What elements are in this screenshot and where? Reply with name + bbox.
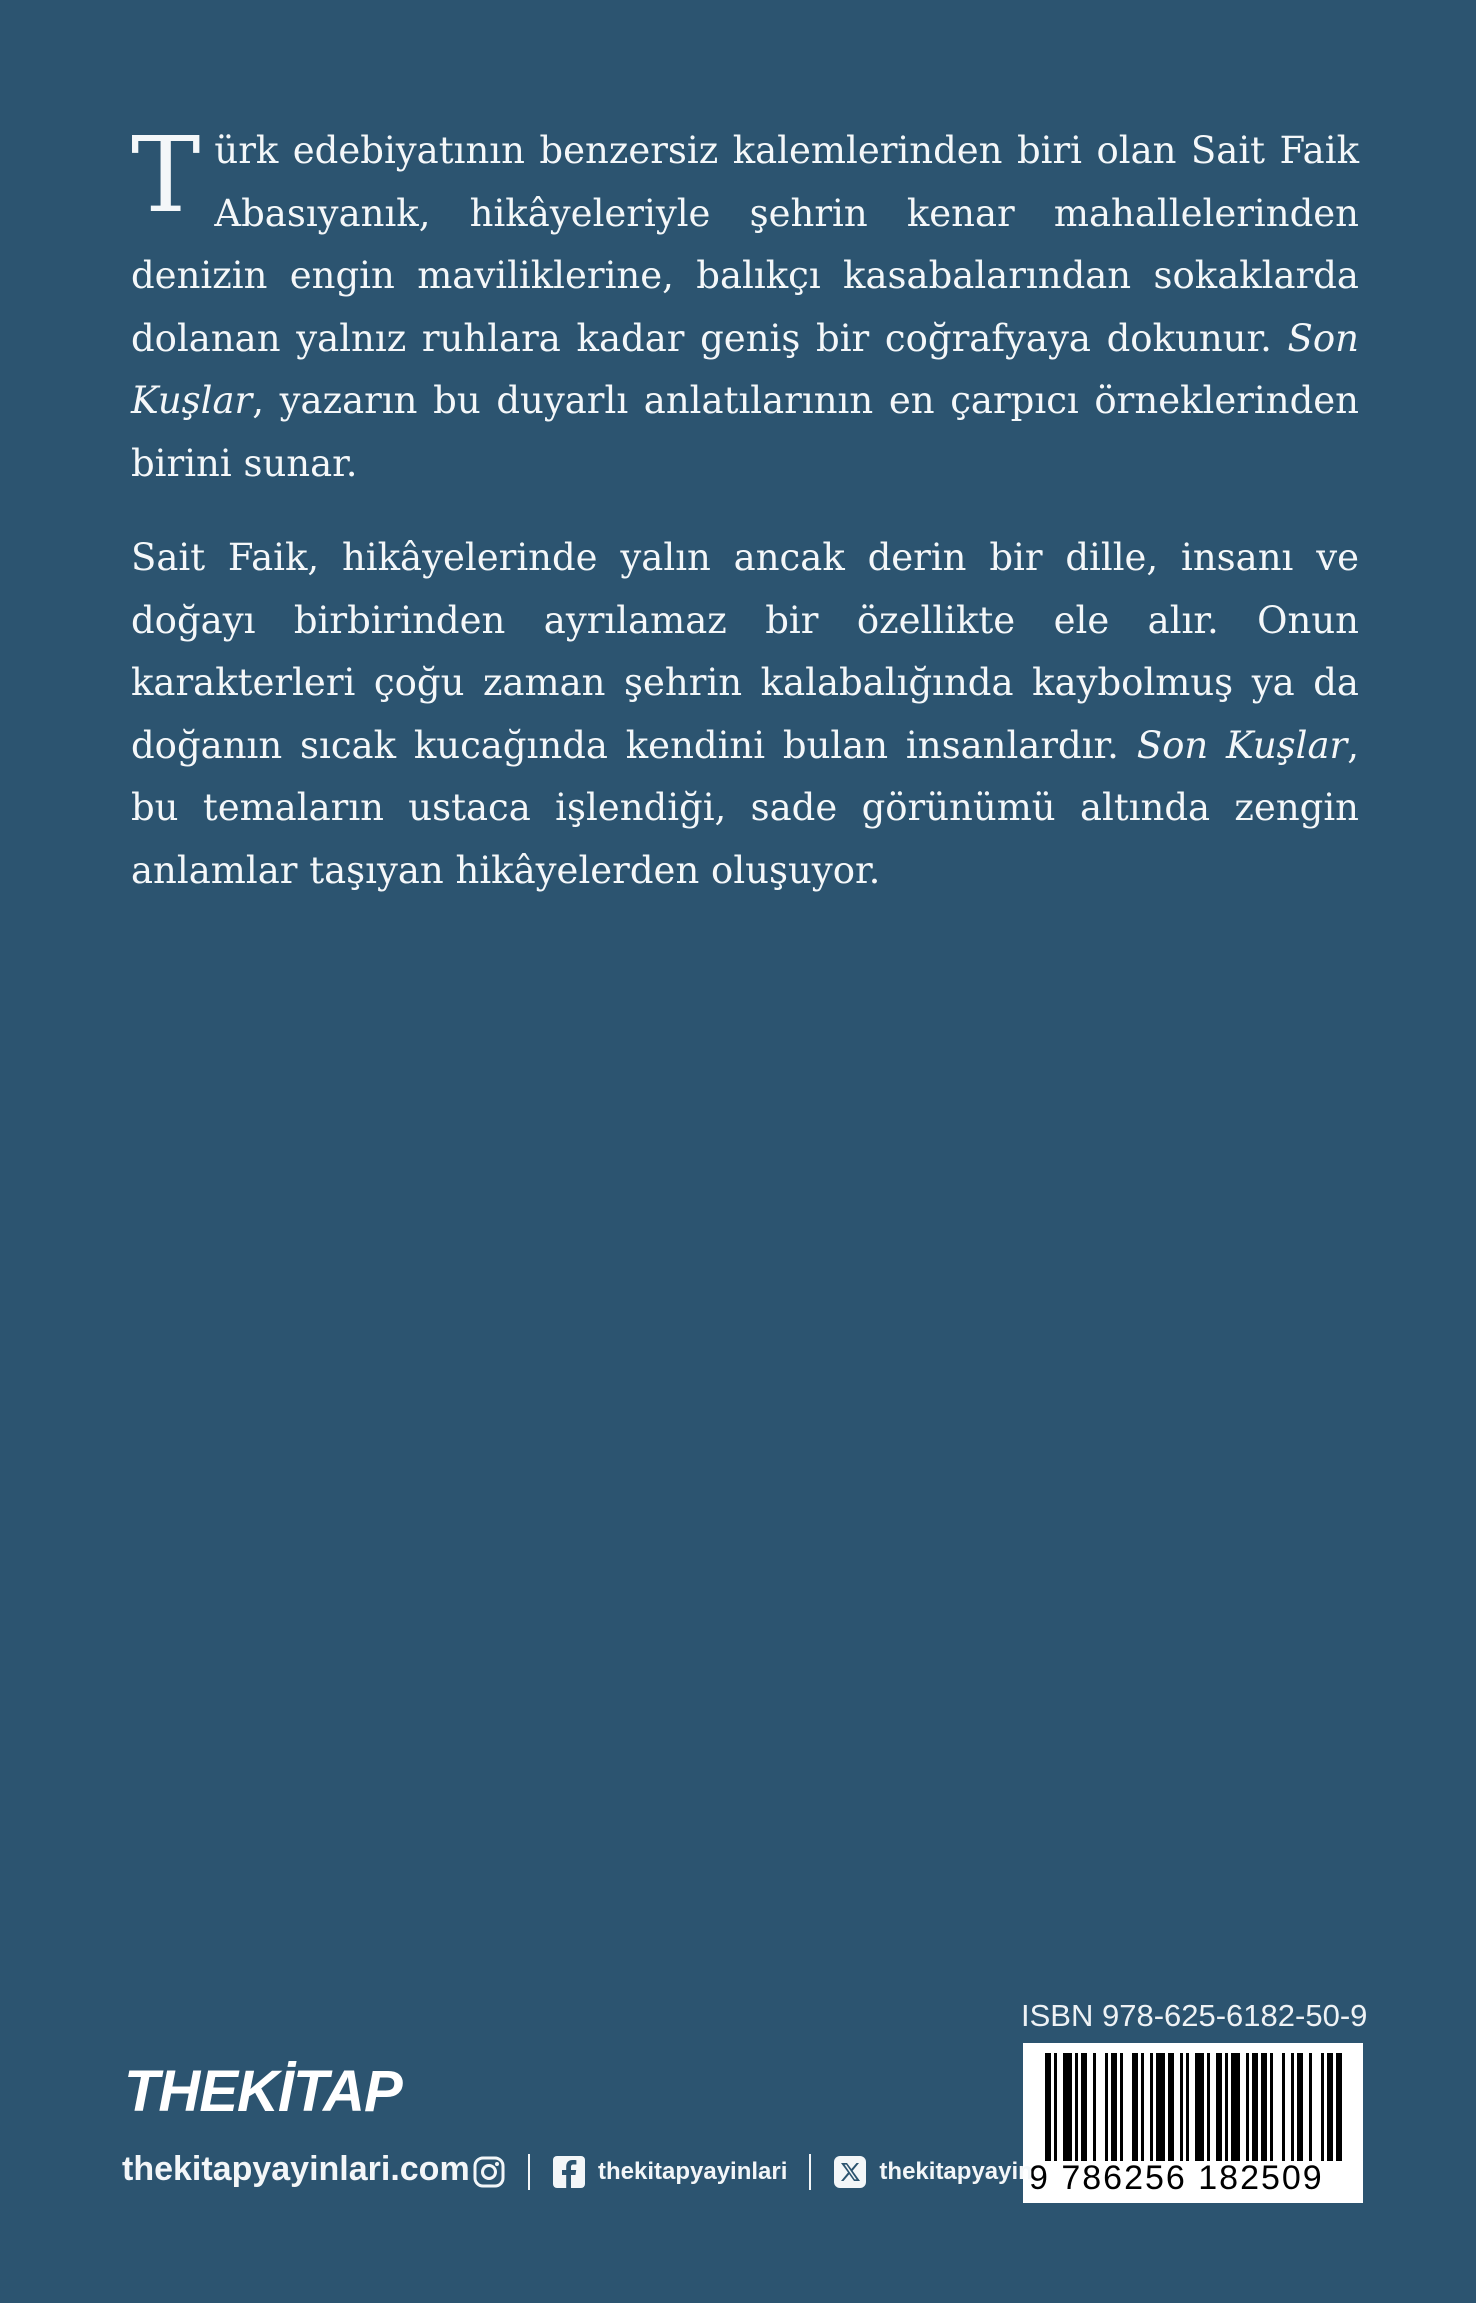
divider — [528, 2154, 530, 2190]
blurb-paragraph-2 — [131, 527, 1359, 902]
barcode-bar — [1081, 2053, 1087, 2161]
social-links — [472, 2152, 1033, 2192]
publisher-logo: THEKİTAP — [124, 2059, 402, 2124]
isbn-label: ISBN 978-625-6182-50-9 — [1021, 1998, 1368, 2033]
barcode-bar — [1120, 2053, 1123, 2161]
barcode-bar — [1186, 2053, 1189, 2161]
book-title-italic: Son Kuşlar — [1136, 723, 1348, 767]
instagram-icon[interactable] — [472, 2155, 506, 2189]
blurb-text: , bu temaların ustaca işlendiği, sade görünümü altında zengin anlamlar taşıyan hikâyelerden oluşuyor. — [131, 723, 1359, 892]
barcode-bar — [1291, 2053, 1294, 2161]
barcode-bar — [1132, 2053, 1138, 2161]
barcode-bar — [1156, 2053, 1165, 2161]
blurb-text: ürk edebiyatının benzersiz kalemlerinden biri olan Sait Faik Abasıyanık, hikâyeleriyle şehrin kenar mahallelerinden denizin engin maviliklerine, balıkçı kasabalarından sokaklarda dolanan yalnız ruhlara kadar geniş bir coğrafyaya dokunur. — [131, 129, 1359, 360]
barcode-bar — [1261, 2053, 1267, 2161]
barcode-bar — [1141, 2053, 1144, 2161]
x-handle[interactable]: thekitapyayin — [879, 2158, 1033, 2185]
x-icon[interactable] — [833, 2155, 867, 2189]
barcode-bar — [1252, 2053, 1258, 2161]
barcode-bar — [1297, 2053, 1303, 2161]
barcode-bar — [1327, 2053, 1333, 2161]
barcode-digits: 9 786256 182509 — [1029, 2159, 1324, 2197]
barcode-bar — [1180, 2053, 1183, 2161]
back-cover-blurb — [131, 114, 1359, 934]
barcode-bar — [1246, 2053, 1249, 2161]
facebook-icon[interactable] — [552, 2155, 586, 2189]
barcode-bar — [1216, 2053, 1222, 2161]
barcode-bar — [1282, 2053, 1285, 2161]
barcode-bar — [1195, 2053, 1204, 2161]
drop-cap: T — [131, 114, 201, 236]
blurb-text: Sait Faik, hikâyelerinde yalın ancak derin bir dille, insanı ve doğayı birbirinden ayrılamaz bir özellikte ele alır. Onun karakterleri çoğu zaman şehrin kalabalığında kaybolmuş ya da doğanın sıcak kucağında kendini bulan insanlardır. — [131, 536, 1359, 767]
barcode — [1023, 2043, 1363, 2203]
book-title-italic: Son Kuşlar — [131, 316, 1359, 422]
blurb-text: , yazarın bu duyarlı anlatılarının en çarpıcı örneklerinden birini sunar. — [131, 379, 1359, 485]
blurb-paragraph-1 — [131, 114, 1359, 495]
publisher-website[interactable]: thekitapyayinlari.com — [122, 2150, 470, 2188]
barcode-bar — [1150, 2053, 1153, 2161]
barcode-bar — [1111, 2053, 1117, 2161]
barcode-bar — [1225, 2053, 1228, 2161]
barcode-bar — [1336, 2053, 1342, 2161]
facebook-handle[interactable]: thekitapyayinlari — [598, 2158, 788, 2185]
divider — [809, 2154, 811, 2190]
barcode-bar — [1270, 2053, 1273, 2161]
barcode-bar — [1075, 2053, 1078, 2161]
barcode-bar — [1321, 2053, 1324, 2161]
barcode-bar — [1063, 2053, 1072, 2161]
barcode-bar — [1054, 2053, 1057, 2161]
barcode-bar — [1105, 2053, 1108, 2161]
barcode-bar — [1045, 2053, 1051, 2161]
barcode-bar — [1093, 2053, 1096, 2161]
barcode-bar — [1231, 2053, 1240, 2161]
barcode-bar — [1309, 2053, 1312, 2161]
barcode-bar — [1207, 2053, 1210, 2161]
barcode-bar — [1168, 2053, 1174, 2161]
